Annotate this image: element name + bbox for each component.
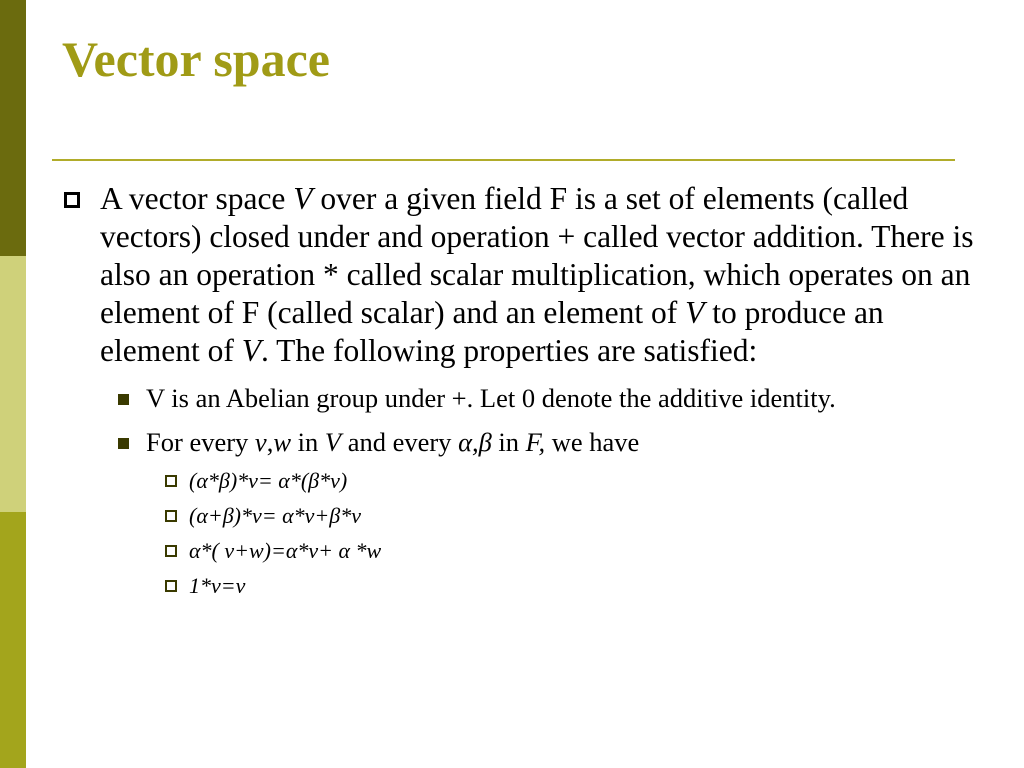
property-item: α*( v+w)=α*v+ α *w <box>62 536 982 565</box>
hollow-square-bullet-icon <box>165 475 177 487</box>
hollow-square-bullet-icon <box>165 580 177 592</box>
side-stripe-bottom <box>0 512 26 768</box>
title-divider <box>52 159 955 161</box>
slide-title: Vector space <box>62 31 330 87</box>
side-stripe-top <box>0 0 26 256</box>
filled-square-bullet-icon <box>118 394 129 405</box>
bullet-definition: A vector space V over a given field F is a set of elements (called vectors) closed under and operation + called vector addition. There is also an operation * called scalar multiplication, which operates on an element of F (called scalar) and an element of V to produce an element of V. The following properties are satisfied: <box>62 180 982 370</box>
property-item: 1*v=v <box>62 571 982 600</box>
subbullet-for-every: For every v,w in V and every α,β in F, we have <box>62 426 982 458</box>
hollow-square-bullet-icon <box>64 192 80 208</box>
hollow-square-bullet-icon <box>165 545 177 557</box>
filled-square-bullet-icon <box>118 438 129 449</box>
side-stripe-middle <box>0 256 26 512</box>
hollow-square-bullet-icon <box>165 510 177 522</box>
slide-body <box>62 180 982 600</box>
property-item: (α+β)*v= α*v+β*v <box>62 501 982 530</box>
property-item: (α*β)*v= α*(β*v) <box>62 466 982 495</box>
subbullet-abelian: V is an Abelian group under +. Let 0 denote the additive identity. <box>62 382 982 414</box>
